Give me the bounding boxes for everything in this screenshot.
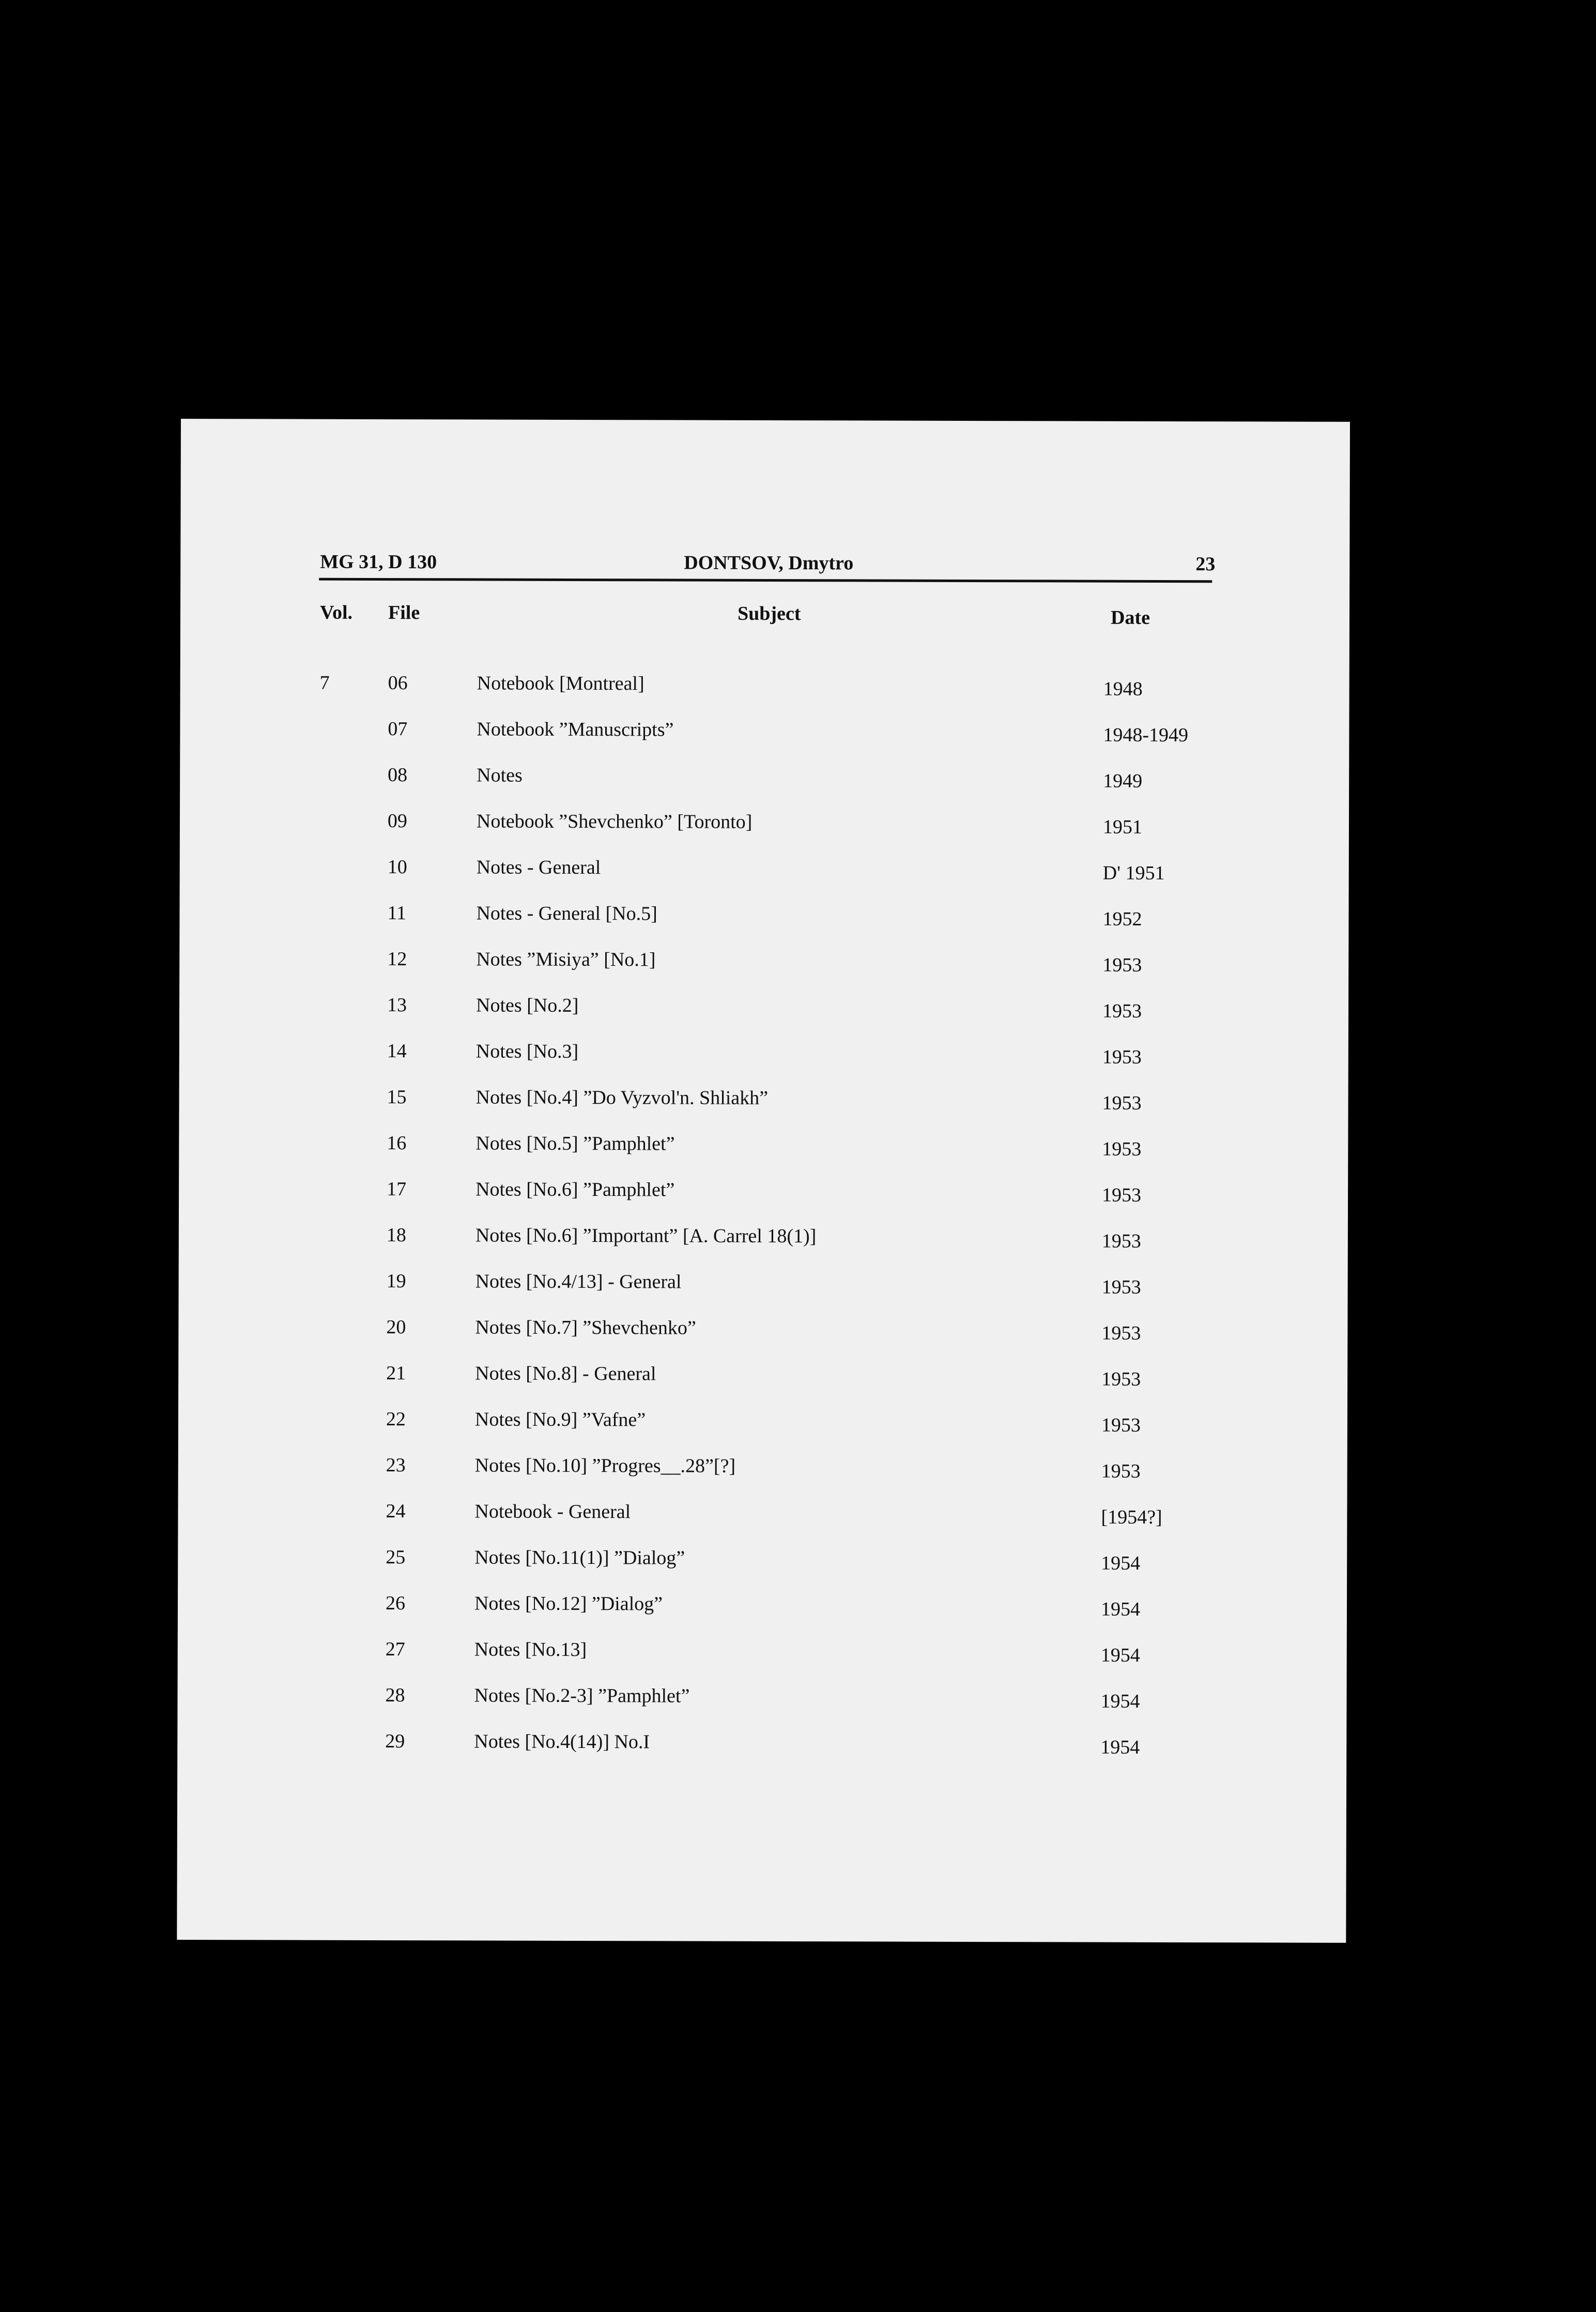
date-cell: 1953 xyxy=(1102,1046,1142,1068)
file-number-cell: 25 xyxy=(386,1546,406,1569)
file-number-cell: 09 xyxy=(387,810,408,832)
file-number-cell: 22 xyxy=(386,1408,406,1431)
subject-cell: Notebook ”Shevchenko” [Toronto] xyxy=(476,810,753,833)
subject-cell: Notes [No.2-3] ”Pamphlet” xyxy=(474,1684,690,1707)
date-cell: [1954?] xyxy=(1101,1506,1162,1528)
subject-cell: Notes [No.5] ”Pamphlet” xyxy=(475,1132,675,1155)
date-cell: 1953 xyxy=(1102,1000,1142,1022)
date-cell: 1952 xyxy=(1102,908,1142,930)
fonds-name: DONTSOV, Dmytro xyxy=(684,552,854,574)
file-number-cell: 23 xyxy=(386,1454,406,1477)
date-cell: 1953 xyxy=(1102,1184,1142,1206)
column-header-date: Date xyxy=(1110,606,1150,629)
file-number-cell: 12 xyxy=(387,948,407,970)
file-number-cell: 24 xyxy=(386,1500,406,1523)
file-number-cell: 13 xyxy=(387,994,407,1016)
table-row xyxy=(179,1177,1348,1211)
table-row xyxy=(178,1637,1347,1671)
subject-cell: Notes [No.4(14)] No.I xyxy=(474,1730,650,1753)
date-cell: 1953 xyxy=(1102,954,1142,976)
file-list xyxy=(177,419,1350,1943)
subject-cell: Notes [No.9] ”Vafne” xyxy=(474,1408,646,1431)
subject-cell: Notes [No.2] xyxy=(475,994,579,1017)
subject-cell: Notebook [Montreal] xyxy=(477,672,644,695)
date-cell: 1953 xyxy=(1101,1368,1141,1390)
date-cell: 1953 xyxy=(1101,1230,1141,1252)
table-row xyxy=(178,1315,1347,1349)
date-cell: 1954 xyxy=(1101,1552,1141,1574)
date-cell: 1953 xyxy=(1102,1092,1142,1114)
date-cell: 1953 xyxy=(1101,1322,1141,1344)
subject-cell: Notes xyxy=(477,764,523,786)
table-row xyxy=(177,1729,1346,1763)
subject-cell: Notes [No.4/13] - General xyxy=(475,1270,682,1293)
date-cell: 1953 xyxy=(1101,1276,1141,1298)
table-row xyxy=(178,1407,1347,1441)
file-number-cell: 28 xyxy=(385,1684,405,1707)
table-row xyxy=(178,1545,1347,1579)
date-cell: 1948-1949 xyxy=(1103,724,1189,747)
date-cell: 1954 xyxy=(1100,1690,1140,1712)
column-header-subject: Subject xyxy=(737,602,801,625)
table-row xyxy=(180,671,1349,705)
file-number-cell: 17 xyxy=(387,1178,407,1200)
table-row xyxy=(178,1361,1347,1395)
collection-reference: MG 31, D 130 xyxy=(320,551,437,573)
table-row xyxy=(179,1131,1348,1165)
table-row xyxy=(180,763,1349,797)
date-cell: 1953 xyxy=(1102,1138,1142,1160)
subject-cell: Notes ”Misiya” [No.1] xyxy=(476,948,656,971)
subject-cell: Notes [No.6] ”Pamphlet” xyxy=(475,1178,675,1201)
file-number-cell: 26 xyxy=(385,1592,406,1615)
file-number-cell: 21 xyxy=(386,1362,406,1385)
date-cell: 1953 xyxy=(1101,1460,1141,1482)
table-row xyxy=(180,717,1349,751)
date-cell: 1954 xyxy=(1100,1644,1140,1666)
subject-cell: Notes - General [No.5] xyxy=(476,902,657,925)
date-cell: 1949 xyxy=(1103,770,1143,792)
subject-cell: Notes [No.8] - General xyxy=(475,1362,656,1385)
file-number-cell: 19 xyxy=(386,1270,406,1292)
table-row xyxy=(178,1591,1347,1625)
file-number-cell: 18 xyxy=(386,1224,406,1246)
table-row xyxy=(177,1683,1346,1717)
file-number-cell: 06 xyxy=(388,672,408,694)
table-row xyxy=(178,1453,1347,1487)
table-row xyxy=(179,901,1348,935)
column-header-vol: Vol. xyxy=(319,601,353,623)
date-cell: D' 1951 xyxy=(1102,862,1165,884)
subject-cell: Notes [No.10] ”Progres__.28”[?] xyxy=(474,1454,736,1477)
file-number-cell: 16 xyxy=(387,1132,407,1154)
subject-cell: Notes [No.4] ”Do Vyzvol'n. Shliakh” xyxy=(475,1086,769,1109)
table-row xyxy=(178,1499,1347,1533)
table-row xyxy=(180,809,1349,843)
subject-cell: Notes [No.11(1)] ”Dialog” xyxy=(474,1546,685,1569)
subject-cell: Notes [No.6] ”Important” [A. Carrel 18(1)] xyxy=(475,1224,817,1248)
subject-cell: Notebook ”Manuscripts” xyxy=(477,718,674,741)
table-row xyxy=(179,947,1348,981)
date-cell: 1954 xyxy=(1100,1736,1140,1758)
date-cell: 1953 xyxy=(1101,1414,1141,1436)
document-page xyxy=(177,419,1350,1943)
file-number-cell: 08 xyxy=(388,764,408,786)
subject-cell: Notebook - General xyxy=(474,1500,631,1523)
vol-cell: 7 xyxy=(319,672,330,694)
date-cell: 1954 xyxy=(1100,1598,1141,1620)
date-cell: 1951 xyxy=(1102,816,1142,838)
file-number-cell: 20 xyxy=(386,1316,406,1338)
file-number-cell: 15 xyxy=(387,1086,407,1108)
table-row xyxy=(179,1269,1348,1303)
subject-cell: Notes [No.13] xyxy=(474,1638,587,1661)
file-number-cell: 07 xyxy=(388,718,408,740)
table-row xyxy=(180,855,1349,889)
file-number-cell: 11 xyxy=(387,902,407,924)
table-row xyxy=(179,1085,1348,1119)
table-row xyxy=(179,1039,1348,1073)
page-number: 23 xyxy=(1195,553,1216,575)
subject-cell: Notes - General xyxy=(476,856,601,879)
column-header-file: File xyxy=(388,602,420,624)
file-number-cell: 29 xyxy=(385,1730,405,1753)
file-number-cell: 27 xyxy=(385,1638,405,1661)
subject-cell: Notes [No.12] ”Dialog” xyxy=(474,1592,663,1615)
table-row xyxy=(179,1223,1348,1257)
file-number-cell: 10 xyxy=(387,856,407,878)
file-number-cell: 14 xyxy=(387,1040,407,1062)
subject-cell: Notes [No.3] xyxy=(475,1040,579,1063)
table-row xyxy=(179,993,1348,1027)
date-cell: 1948 xyxy=(1103,678,1143,700)
subject-cell: Notes [No.7] ”Shevchenko” xyxy=(475,1316,696,1339)
